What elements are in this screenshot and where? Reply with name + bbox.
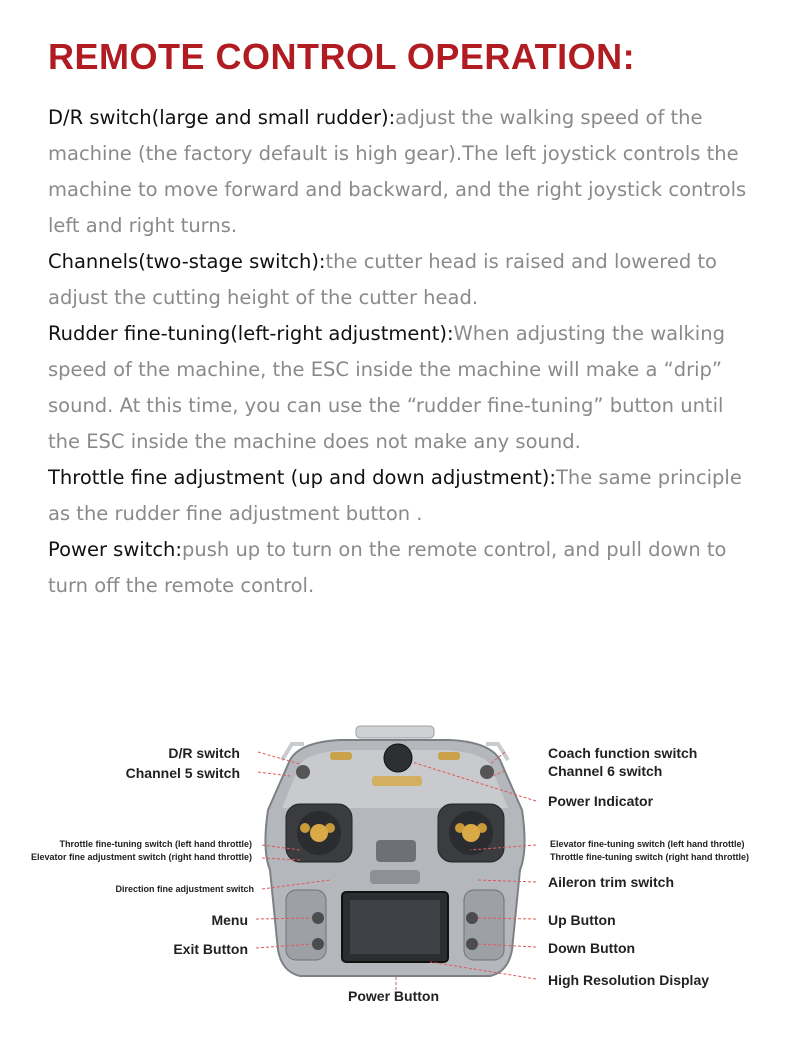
- paragraph-channels: [48, 244, 758, 316]
- label-up-button: Up Button: [548, 912, 616, 928]
- label-channel6-switch: Channel 6 switch: [548, 763, 663, 779]
- paragraph-text: When adjusting the walking speed of the machine, the ESC inside the machine will make a “drip” sound. At this time, you can use the “rudder fine-tuning” button until the ESC inside the machine does not make any sound.: [48, 322, 725, 453]
- label-display: High Resolution Display: [548, 972, 710, 988]
- label-aileron-trim: Aileron trim switch: [548, 874, 675, 890]
- label-coach-switch: Coach function switch: [548, 745, 698, 761]
- label-menu: Menu: [211, 912, 248, 928]
- down-button-icon: [466, 938, 478, 950]
- top-knob: [384, 744, 412, 772]
- up-button-icon: [466, 912, 478, 924]
- coach-switch-knob: [480, 765, 494, 779]
- label-direction-fine: Direction fine adjustment switch: [115, 884, 254, 894]
- label-down-button: Down Button: [548, 940, 636, 956]
- label-power-indicator: Power Indicator: [548, 793, 654, 809]
- paragraph-text: push up to turn on the remote control, and pull down to turn off the remote control.: [48, 538, 727, 597]
- page-title: REMOTE CONTROL OPERATION:: [48, 36, 636, 77]
- right-stick-icon: [462, 824, 480, 842]
- paragraph-text: the cutter head is raised and lowered to adjust the cutting height of the cutter head.: [48, 250, 717, 309]
- label-elevator-fine-left: Elevator fine-tuning switch (left hand throttle): [550, 839, 745, 849]
- exit-button-icon: [312, 938, 324, 950]
- paragraph-text: adjust the walking speed of the machine (the factory default is high gear).The left joystick controls the machine to move forward and backward, and the right joystick controls left and right turns.: [48, 106, 747, 237]
- label-elevator-fine-right: Elevator fine adjustment switch (right hand throttle): [30, 852, 252, 862]
- paragraph-power-switch: [48, 532, 758, 604]
- label-throttle-fine-right: Throttle fine-tuning switch (right hand throttle): [550, 852, 749, 862]
- paragraph-key: D/R switch(large and small rudder):: [48, 106, 396, 129]
- remote-control-diagram: [0, 700, 790, 1030]
- left-stick-icon: [310, 824, 328, 842]
- paragraph-rudder-fine-tuning: [48, 316, 758, 460]
- paragraph-text: The same principle as the rudder fine adjustment button .: [48, 466, 742, 525]
- operation-description: [48, 100, 758, 604]
- paragraph-key: Power switch:: [48, 538, 182, 561]
- label-throttle-fine-left: Throttle fine-tuning switch (left hand throttle): [59, 839, 252, 849]
- paragraph-key: Rudder fine-tuning(left-right adjustment):: [48, 322, 454, 345]
- label-channel5-switch: Channel 5 switch: [125, 765, 240, 781]
- label-power-button: Power Button: [348, 988, 439, 1004]
- dr-switch-knob: [296, 765, 310, 779]
- paragraph-key: Channels(two-stage switch):: [48, 250, 326, 273]
- paragraph-key: Throttle fine adjustment (up and down adjustment):: [48, 466, 556, 489]
- paragraph-dr-switch: [48, 100, 758, 244]
- menu-button-icon: [312, 912, 324, 924]
- label-exit-button: Exit Button: [173, 941, 248, 957]
- label-dr-switch: D/R switch: [168, 745, 240, 761]
- paragraph-throttle-fine: [48, 460, 758, 532]
